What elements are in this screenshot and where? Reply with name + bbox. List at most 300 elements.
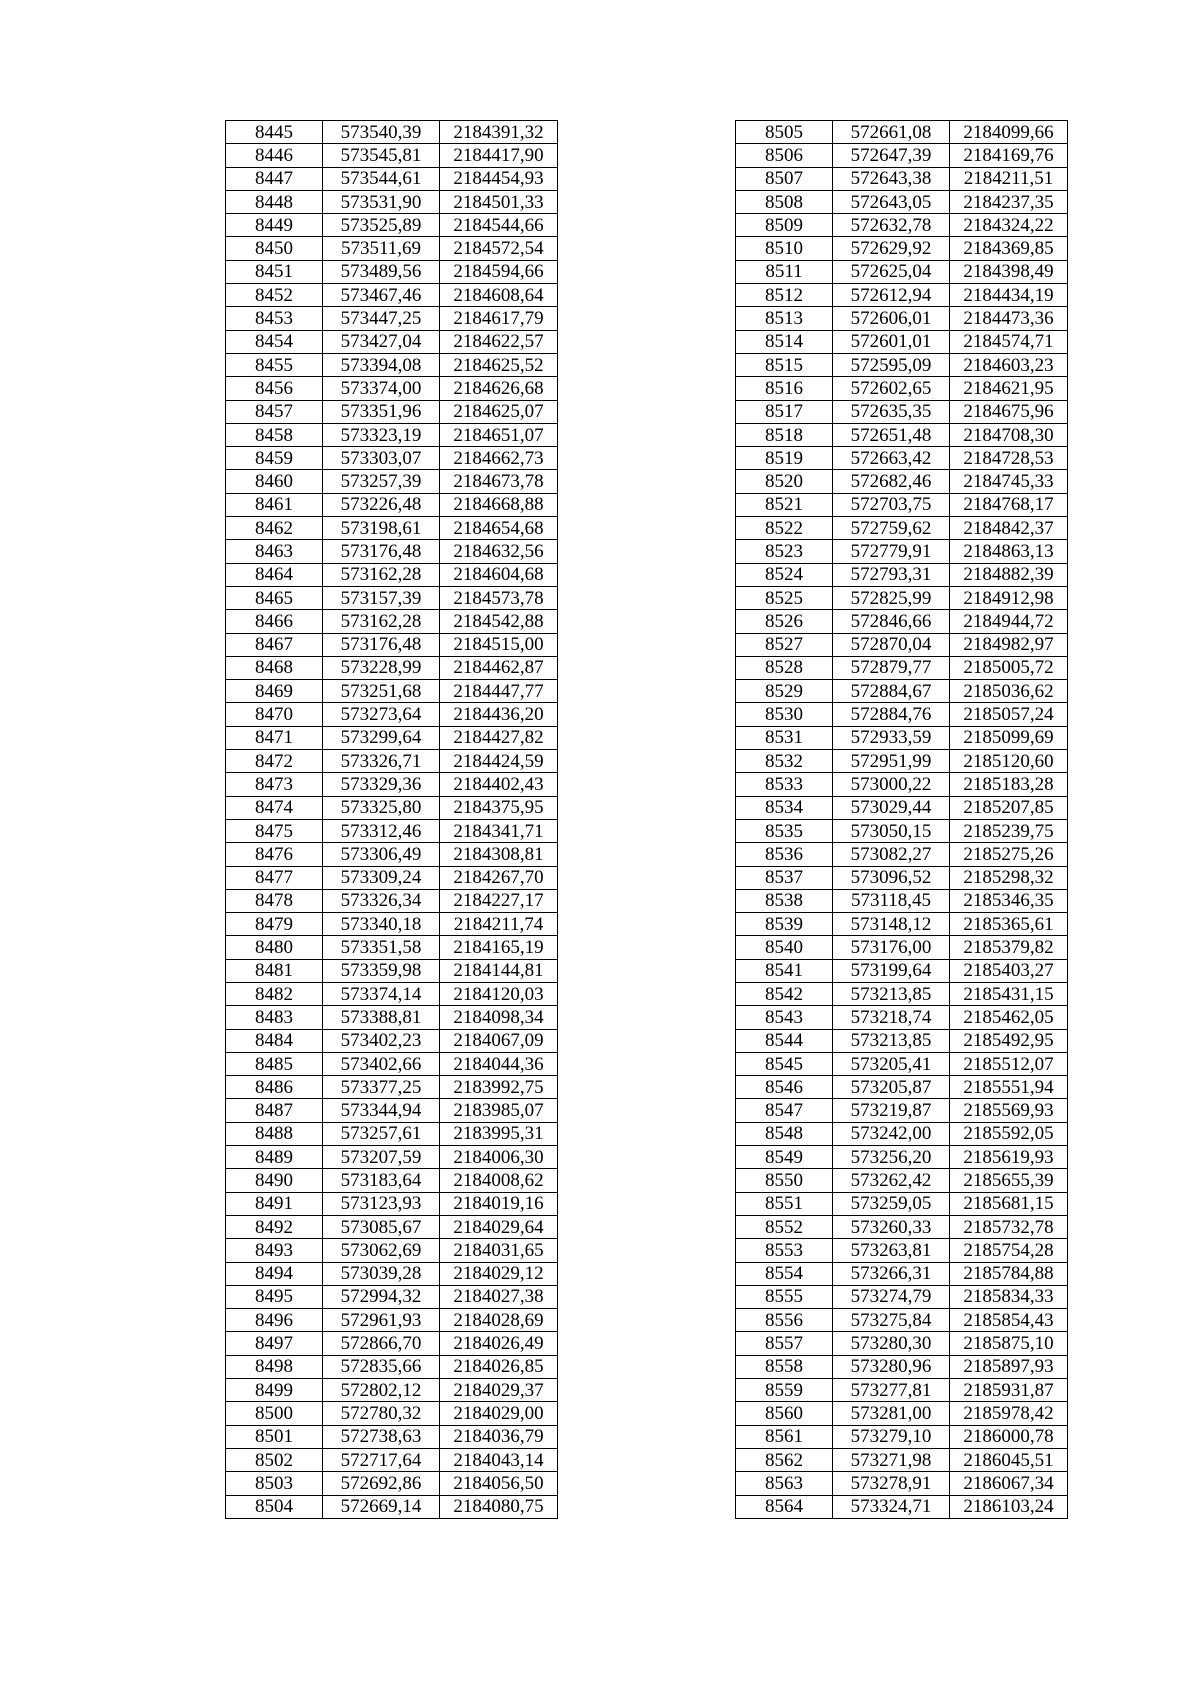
point-number-cell: 8531: [736, 726, 833, 749]
table-row: [226, 1169, 558, 1192]
table-row: [736, 1425, 1068, 1448]
point-number-cell: 8466: [226, 610, 323, 633]
point-number-cell: 8538: [736, 889, 833, 912]
y-coordinate-cell: 2185431,15: [950, 982, 1068, 1005]
y-coordinate-cell: 2184029,37: [440, 1379, 558, 1402]
x-coordinate-cell: 573340,18: [323, 913, 440, 936]
table-row: [736, 959, 1068, 982]
y-coordinate-cell: 2184501,33: [440, 190, 558, 213]
point-number-cell: 8540: [736, 936, 833, 959]
table-row: [736, 936, 1068, 959]
point-number-cell: 8482: [226, 982, 323, 1005]
point-number-cell: 8519: [736, 447, 833, 470]
table-row: [736, 1146, 1068, 1169]
y-coordinate-cell: 2184044,36: [440, 1052, 558, 1075]
point-number-cell: 8511: [736, 260, 833, 283]
table-row: [226, 447, 558, 470]
point-number-cell: 8478: [226, 889, 323, 912]
table-row: [226, 936, 558, 959]
y-coordinate-cell: 2184621,95: [950, 377, 1068, 400]
table-row: [226, 517, 558, 540]
y-coordinate-cell: 2184625,07: [440, 400, 558, 423]
table-row: [736, 353, 1068, 376]
y-coordinate-cell: 2184169,76: [950, 144, 1068, 167]
y-coordinate-cell: 2184120,03: [440, 982, 558, 1005]
table-row: [736, 1379, 1068, 1402]
table-row: [226, 1425, 558, 1448]
point-number-cell: 8458: [226, 423, 323, 446]
x-coordinate-cell: 572692,86: [323, 1472, 440, 1495]
table-row: [226, 1285, 558, 1308]
point-number-cell: 8516: [736, 377, 833, 400]
x-coordinate-cell: 572879,77: [833, 656, 950, 679]
x-coordinate-cell: 573427,04: [323, 330, 440, 353]
x-coordinate-cell: 573312,46: [323, 819, 440, 842]
x-coordinate-cell: 573085,67: [323, 1215, 440, 1238]
x-coordinate-cell: 573242,00: [833, 1122, 950, 1145]
x-coordinate-cell: 573271,98: [833, 1448, 950, 1471]
x-coordinate-cell: 572625,04: [833, 260, 950, 283]
table-row: [736, 796, 1068, 819]
y-coordinate-cell: 2184982,97: [950, 633, 1068, 656]
x-coordinate-cell: 572846,66: [833, 610, 950, 633]
table-row: [736, 1402, 1068, 1425]
y-coordinate-cell: 2185403,27: [950, 959, 1068, 982]
x-coordinate-cell: 572651,48: [833, 423, 950, 446]
y-coordinate-cell: 2184434,19: [950, 284, 1068, 307]
x-coordinate-cell: 572635,35: [833, 400, 950, 423]
y-coordinate-cell: 2185036,62: [950, 680, 1068, 703]
y-coordinate-cell: 2184447,77: [440, 680, 558, 703]
y-coordinate-cell: 2184515,00: [440, 633, 558, 656]
y-coordinate-cell: 2184454,93: [440, 167, 558, 190]
x-coordinate-cell: 573176,48: [323, 633, 440, 656]
x-coordinate-cell: 573388,81: [323, 1006, 440, 1029]
x-coordinate-cell: 572780,32: [323, 1402, 440, 1425]
point-number-cell: 8527: [736, 633, 833, 656]
point-number-cell: 8532: [736, 750, 833, 773]
point-number-cell: 8504: [226, 1495, 323, 1518]
x-coordinate-cell: 573029,44: [833, 796, 950, 819]
point-number-cell: 8502: [226, 1448, 323, 1471]
x-coordinate-cell: 573277,81: [833, 1379, 950, 1402]
x-coordinate-cell: 573148,12: [833, 913, 950, 936]
point-number-cell: 8451: [226, 260, 323, 283]
x-coordinate-cell: 573000,22: [833, 773, 950, 796]
point-number-cell: 8549: [736, 1146, 833, 1169]
table-row: [736, 843, 1068, 866]
y-coordinate-cell: 2184341,71: [440, 819, 558, 842]
table-row: [226, 400, 558, 423]
point-number-cell: 8528: [736, 656, 833, 679]
x-coordinate-cell: 573226,48: [323, 493, 440, 516]
y-coordinate-cell: 2184144,81: [440, 959, 558, 982]
coordinate-table-body: [226, 121, 558, 1519]
point-number-cell: 8557: [736, 1332, 833, 1355]
table-row: [226, 819, 558, 842]
y-coordinate-cell: 2185592,05: [950, 1122, 1068, 1145]
y-coordinate-cell: 2186103,24: [950, 1495, 1068, 1518]
table-row: [226, 913, 558, 936]
y-coordinate-cell: 2185784,88: [950, 1262, 1068, 1285]
point-number-cell: 8467: [226, 633, 323, 656]
table-row: [736, 493, 1068, 516]
table-row: [226, 1379, 558, 1402]
y-coordinate-cell: 2185875,10: [950, 1332, 1068, 1355]
point-number-cell: 8550: [736, 1169, 833, 1192]
x-coordinate-cell: 572643,05: [833, 190, 950, 213]
x-coordinate-cell: 572866,70: [323, 1332, 440, 1355]
x-coordinate-cell: 573394,08: [323, 353, 440, 376]
table-row: [226, 586, 558, 609]
x-coordinate-cell: 572682,46: [833, 470, 950, 493]
x-coordinate-cell: 573205,87: [833, 1076, 950, 1099]
point-number-cell: 8551: [736, 1192, 833, 1215]
y-coordinate-cell: 2184573,78: [440, 586, 558, 609]
point-number-cell: 8517: [736, 400, 833, 423]
x-coordinate-cell: 573228,99: [323, 656, 440, 679]
x-coordinate-cell: 573280,30: [833, 1332, 950, 1355]
y-coordinate-cell: 2184006,30: [440, 1146, 558, 1169]
x-coordinate-cell: 573377,25: [323, 1076, 440, 1099]
x-coordinate-cell: 573256,20: [833, 1146, 950, 1169]
x-coordinate-cell: 572779,91: [833, 540, 950, 563]
y-coordinate-cell: 2184863,13: [950, 540, 1068, 563]
point-number-cell: 8533: [736, 773, 833, 796]
point-number-cell: 8544: [736, 1029, 833, 1052]
table-row: [226, 423, 558, 446]
table-row: [226, 1146, 558, 1169]
y-coordinate-cell: 2184427,82: [440, 726, 558, 749]
table-row: [736, 284, 1068, 307]
y-coordinate-cell: 2185834,33: [950, 1285, 1068, 1308]
table-row: [226, 307, 558, 330]
table-row: [226, 1099, 558, 1122]
y-coordinate-cell: 2184008,62: [440, 1169, 558, 1192]
table-row: [736, 982, 1068, 1005]
x-coordinate-cell: 573162,28: [323, 610, 440, 633]
point-number-cell: 8501: [226, 1425, 323, 1448]
point-number-cell: 8497: [226, 1332, 323, 1355]
point-number-cell: 8563: [736, 1472, 833, 1495]
point-number-cell: 8537: [736, 866, 833, 889]
x-coordinate-cell: 573351,58: [323, 936, 440, 959]
table-row: [736, 1262, 1068, 1285]
y-coordinate-cell: 2184675,96: [950, 400, 1068, 423]
y-coordinate-cell: 2184462,87: [440, 656, 558, 679]
x-coordinate-cell: 572759,62: [833, 517, 950, 540]
y-coordinate-cell: 2184027,38: [440, 1285, 558, 1308]
y-coordinate-cell: 2184728,53: [950, 447, 1068, 470]
y-coordinate-cell: 2185619,93: [950, 1146, 1068, 1169]
y-coordinate-cell: 2185655,39: [950, 1169, 1068, 1192]
x-coordinate-cell: 573273,64: [323, 703, 440, 726]
point-number-cell: 8524: [736, 563, 833, 586]
point-number-cell: 8447: [226, 167, 323, 190]
point-number-cell: 8546: [736, 1076, 833, 1099]
y-coordinate-cell: 2185120,60: [950, 750, 1068, 773]
x-coordinate-cell: 573123,93: [323, 1192, 440, 1215]
x-coordinate-cell: 573266,31: [833, 1262, 950, 1285]
x-coordinate-cell: 573326,34: [323, 889, 440, 912]
y-coordinate-cell: 2184211,51: [950, 167, 1068, 190]
point-number-cell: 8495: [226, 1285, 323, 1308]
table-row: [736, 1309, 1068, 1332]
point-number-cell: 8512: [736, 284, 833, 307]
y-coordinate-cell: 2184574,71: [950, 330, 1068, 353]
y-coordinate-cell: 2186067,34: [950, 1472, 1068, 1495]
table-row: [736, 633, 1068, 656]
x-coordinate-cell: 573279,10: [833, 1425, 950, 1448]
y-coordinate-cell: 2183995,31: [440, 1122, 558, 1145]
y-coordinate-cell: 2185183,28: [950, 773, 1068, 796]
y-coordinate-cell: 2184473,36: [950, 307, 1068, 330]
point-number-cell: 8484: [226, 1029, 323, 1052]
point-number-cell: 8454: [226, 330, 323, 353]
point-number-cell: 8520: [736, 470, 833, 493]
table-row: [736, 377, 1068, 400]
y-coordinate-cell: 2186045,51: [950, 1448, 1068, 1471]
point-number-cell: 8450: [226, 237, 323, 260]
point-number-cell: 8530: [736, 703, 833, 726]
point-number-cell: 8547: [736, 1099, 833, 1122]
table-row: [736, 423, 1068, 446]
x-coordinate-cell: 573162,28: [323, 563, 440, 586]
y-coordinate-cell: 2185754,28: [950, 1239, 1068, 1262]
x-coordinate-cell: 573280,96: [833, 1355, 950, 1378]
x-coordinate-cell: 573176,48: [323, 540, 440, 563]
x-coordinate-cell: 572884,76: [833, 703, 950, 726]
x-coordinate-cell: 573525,89: [323, 214, 440, 237]
x-coordinate-cell: 573540,39: [323, 121, 440, 144]
point-number-cell: 8558: [736, 1355, 833, 1378]
x-coordinate-cell: 573274,79: [833, 1285, 950, 1308]
table-row: [736, 703, 1068, 726]
y-coordinate-cell: 2185207,85: [950, 796, 1068, 819]
point-number-cell: 8553: [736, 1239, 833, 1262]
table-row: [736, 517, 1068, 540]
y-coordinate-cell: 2184080,75: [440, 1495, 558, 1518]
table-row: [736, 470, 1068, 493]
y-coordinate-cell: 2185365,61: [950, 913, 1068, 936]
x-coordinate-cell: 572595,09: [833, 353, 950, 376]
point-number-cell: 8470: [226, 703, 323, 726]
table-row: [226, 703, 558, 726]
table-row: [736, 680, 1068, 703]
x-coordinate-cell: 572933,59: [833, 726, 950, 749]
y-coordinate-cell: 2185057,24: [950, 703, 1068, 726]
x-coordinate-cell: 573198,61: [323, 517, 440, 540]
y-coordinate-cell: 2184026,85: [440, 1355, 558, 1378]
x-coordinate-cell: 573262,42: [833, 1169, 950, 1192]
x-coordinate-cell: 573511,69: [323, 237, 440, 260]
x-coordinate-cell: 572717,64: [323, 1448, 440, 1471]
point-number-cell: 8507: [736, 167, 833, 190]
point-number-cell: 8498: [226, 1355, 323, 1378]
y-coordinate-cell: 2186000,78: [950, 1425, 1068, 1448]
point-number-cell: 8455: [226, 353, 323, 376]
y-coordinate-cell: 2185512,07: [950, 1052, 1068, 1075]
y-coordinate-cell: 2185569,93: [950, 1099, 1068, 1122]
x-coordinate-cell: 572612,94: [833, 284, 950, 307]
point-number-cell: 8472: [226, 750, 323, 773]
table-row: [226, 656, 558, 679]
point-number-cell: 8491: [226, 1192, 323, 1215]
y-coordinate-cell: 2184026,49: [440, 1332, 558, 1355]
table-row: [736, 260, 1068, 283]
y-coordinate-cell: 2185931,87: [950, 1379, 1068, 1402]
table-row: [226, 144, 558, 167]
point-number-cell: 8541: [736, 959, 833, 982]
x-coordinate-cell: 573218,74: [833, 1006, 950, 1029]
point-number-cell: 8535: [736, 819, 833, 842]
y-coordinate-cell: 2184544,66: [440, 214, 558, 237]
x-coordinate-cell: 573213,85: [833, 982, 950, 1005]
x-coordinate-cell: 572602,65: [833, 377, 950, 400]
table-row: [736, 1006, 1068, 1029]
x-coordinate-cell: 573096,52: [833, 866, 950, 889]
x-coordinate-cell: 573329,36: [323, 773, 440, 796]
table-row: [736, 1052, 1068, 1075]
table-row: [736, 1099, 1068, 1122]
y-coordinate-cell: 2184603,23: [950, 353, 1068, 376]
table-row: [736, 1169, 1068, 1192]
y-coordinate-cell: 2185275,26: [950, 843, 1068, 866]
x-coordinate-cell: 572632,78: [833, 214, 950, 237]
table-row: [226, 1029, 558, 1052]
y-coordinate-cell: 2184324,22: [950, 214, 1068, 237]
y-coordinate-cell: 2184029,64: [440, 1215, 558, 1238]
point-number-cell: 8562: [736, 1448, 833, 1471]
y-coordinate-cell: 2184067,09: [440, 1029, 558, 1052]
table-row: [736, 1029, 1068, 1052]
point-number-cell: 8449: [226, 214, 323, 237]
x-coordinate-cell: 573374,14: [323, 982, 440, 1005]
point-number-cell: 8461: [226, 493, 323, 516]
y-coordinate-cell: 2184882,39: [950, 563, 1068, 586]
point-number-cell: 8506: [736, 144, 833, 167]
table-row: [226, 866, 558, 889]
point-number-cell: 8518: [736, 423, 833, 446]
y-coordinate-cell: 2185462,05: [950, 1006, 1068, 1029]
x-coordinate-cell: 572663,42: [833, 447, 950, 470]
y-coordinate-cell: 2185732,78: [950, 1215, 1068, 1238]
x-coordinate-cell: 573118,45: [833, 889, 950, 912]
x-coordinate-cell: 573257,61: [323, 1122, 440, 1145]
point-number-cell: 8477: [226, 866, 323, 889]
table-row: [226, 493, 558, 516]
y-coordinate-cell: 2184043,14: [440, 1448, 558, 1471]
x-coordinate-cell: 573402,23: [323, 1029, 440, 1052]
x-coordinate-cell: 572669,14: [323, 1495, 440, 1518]
point-number-cell: 8548: [736, 1122, 833, 1145]
x-coordinate-cell: 573157,39: [323, 586, 440, 609]
point-number-cell: 8474: [226, 796, 323, 819]
y-coordinate-cell: 2183992,75: [440, 1076, 558, 1099]
table-row: [226, 633, 558, 656]
point-number-cell: 8525: [736, 586, 833, 609]
point-number-cell: 8488: [226, 1122, 323, 1145]
x-coordinate-cell: 573251,68: [323, 680, 440, 703]
x-coordinate-cell: 573263,81: [833, 1239, 950, 1262]
point-number-cell: 8464: [226, 563, 323, 586]
x-coordinate-cell: 573467,46: [323, 284, 440, 307]
table-row: [736, 656, 1068, 679]
point-number-cell: 8554: [736, 1262, 833, 1285]
y-coordinate-cell: 2184227,17: [440, 889, 558, 912]
y-coordinate-cell: 2184768,17: [950, 493, 1068, 516]
table-row: [736, 400, 1068, 423]
point-number-cell: 8508: [736, 190, 833, 213]
point-number-cell: 8452: [226, 284, 323, 307]
y-coordinate-cell: 2184375,95: [440, 796, 558, 819]
table-row: [736, 237, 1068, 260]
y-coordinate-cell: 2185492,95: [950, 1029, 1068, 1052]
point-number-cell: 8492: [226, 1215, 323, 1238]
table-row: [226, 377, 558, 400]
y-coordinate-cell: 2184668,88: [440, 493, 558, 516]
x-coordinate-cell: 573199,64: [833, 959, 950, 982]
table-row: [226, 470, 558, 493]
point-number-cell: 8486: [226, 1076, 323, 1099]
point-number-cell: 8515: [736, 353, 833, 376]
table-row: [736, 121, 1068, 144]
table-row: [736, 330, 1068, 353]
x-coordinate-cell: 573050,15: [833, 819, 950, 842]
point-number-cell: 8514: [736, 330, 833, 353]
table-row: [226, 563, 558, 586]
x-coordinate-cell: 573447,25: [323, 307, 440, 330]
point-number-cell: 8529: [736, 680, 833, 703]
y-coordinate-cell: 2184626,68: [440, 377, 558, 400]
point-number-cell: 8471: [226, 726, 323, 749]
coordinate-table-body: [736, 121, 1068, 1519]
table-row: [226, 330, 558, 353]
x-coordinate-cell: 572884,67: [833, 680, 950, 703]
x-coordinate-cell: 573275,84: [833, 1309, 950, 1332]
point-number-cell: 8561: [736, 1425, 833, 1448]
point-number-cell: 8513: [736, 307, 833, 330]
table-row: [226, 726, 558, 749]
point-number-cell: 8560: [736, 1402, 833, 1425]
y-coordinate-cell: 2184608,64: [440, 284, 558, 307]
point-number-cell: 8543: [736, 1006, 833, 1029]
y-coordinate-cell: 2184622,57: [440, 330, 558, 353]
table-row: [226, 353, 558, 376]
table-row: [226, 959, 558, 982]
table-row: [226, 1076, 558, 1099]
y-coordinate-cell: 2184165,19: [440, 936, 558, 959]
point-number-cell: 8468: [226, 656, 323, 679]
point-number-cell: 8456: [226, 377, 323, 400]
table-row: [736, 819, 1068, 842]
point-number-cell: 8483: [226, 1006, 323, 1029]
point-number-cell: 8489: [226, 1146, 323, 1169]
y-coordinate-cell: 2184617,79: [440, 307, 558, 330]
x-coordinate-cell: 573309,24: [323, 866, 440, 889]
y-coordinate-cell: 2184369,85: [950, 237, 1068, 260]
table-row: [736, 866, 1068, 889]
table-row: [226, 1215, 558, 1238]
x-coordinate-cell: 573219,87: [833, 1099, 950, 1122]
point-number-cell: 8476: [226, 843, 323, 866]
x-coordinate-cell: 572601,01: [833, 330, 950, 353]
table-row: [226, 1448, 558, 1471]
point-number-cell: 8479: [226, 913, 323, 936]
table-row: [736, 214, 1068, 237]
x-coordinate-cell: 573176,00: [833, 936, 950, 959]
table-row: [736, 889, 1068, 912]
